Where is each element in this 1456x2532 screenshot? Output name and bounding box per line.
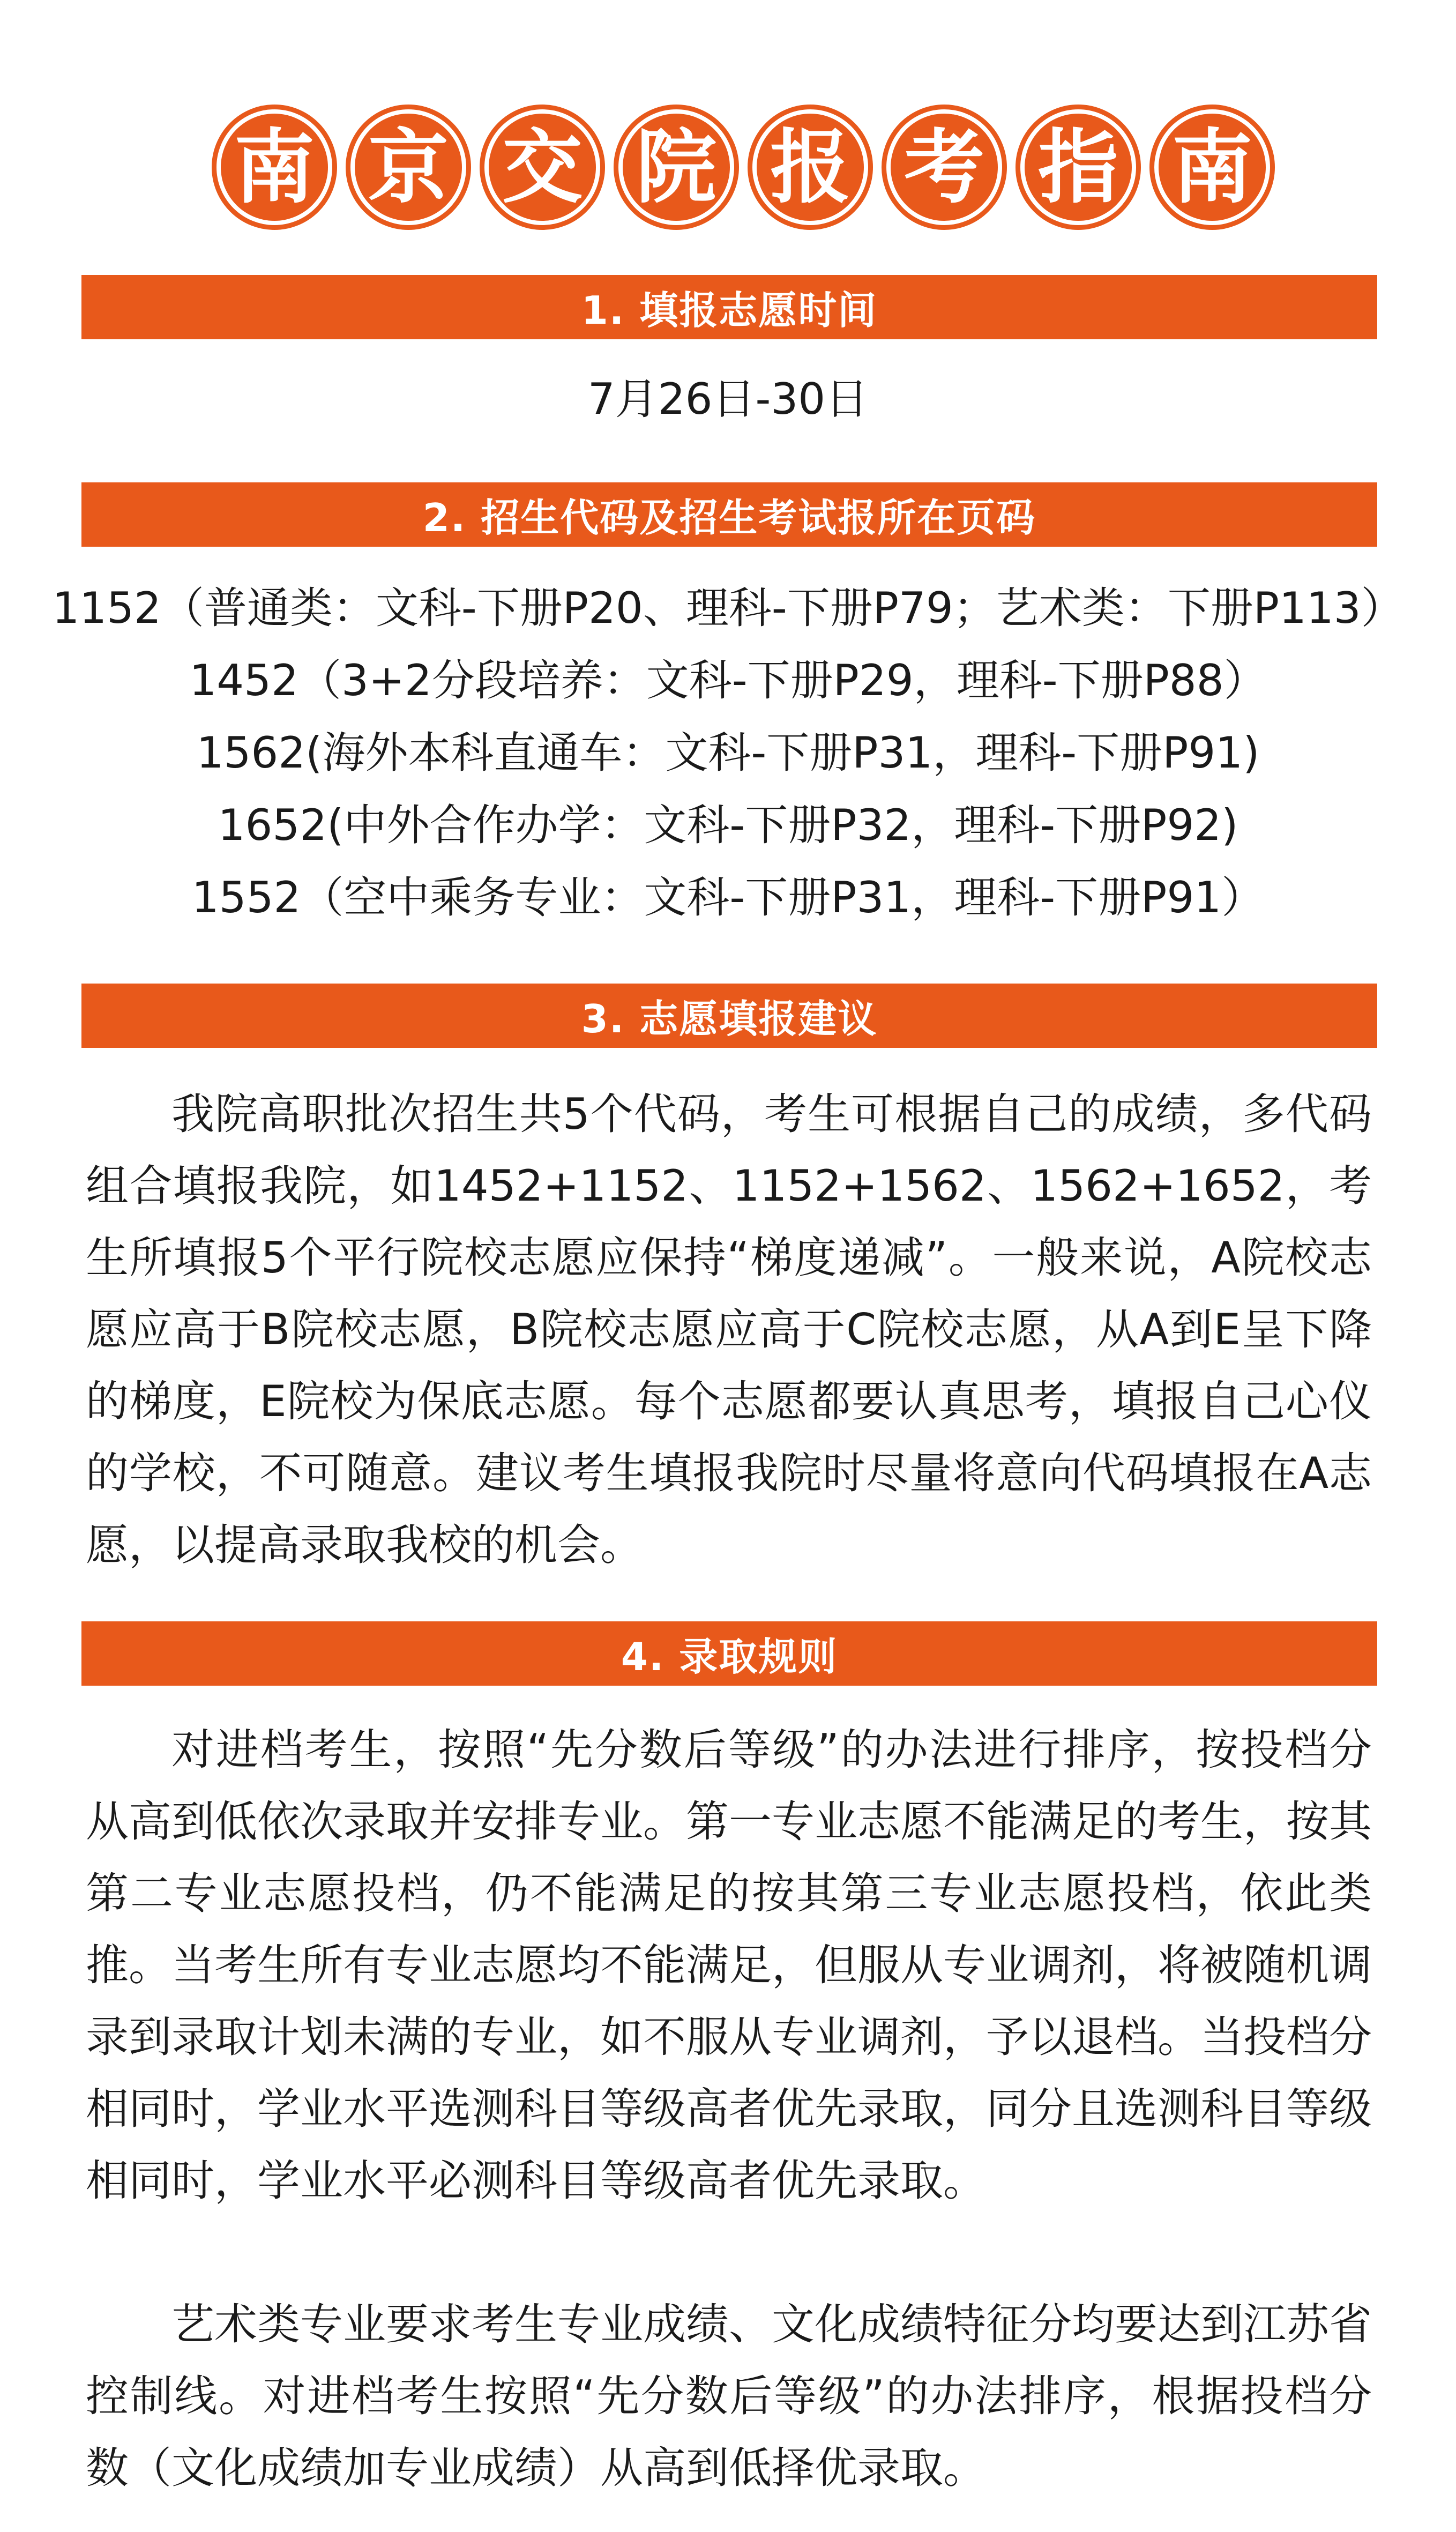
code-line: 1152（普通类：文科-下册P20、理科-下册P79；艺术类：下册P113） <box>52 583 1404 633</box>
title-badge <box>1016 105 1141 230</box>
title-char: 南 <box>1159 114 1266 221</box>
title-badge <box>614 105 739 230</box>
code-line: 1452（3+2分段培养：文科-下册P29，理科-下册P88） <box>189 656 1267 705</box>
title-badge <box>480 105 605 230</box>
title-badge <box>882 105 1007 230</box>
admission-rules-paragraph: 对进档考生，按照“先分数后等级”的办法进行排序，按投档分从高到低依次录取并安排专业。第一专业志愿不能满足的考生，按其第二专业志愿投档，仍不能满足的按其第三专业志愿投档，依此类推。当考生所有专业志愿均不能满足，但服从专业调剂，将被随机调录到录取计划未满的专业，如不服从专业调剂，予以退档。当投档分相同时，学业水平选测科目等级高者优先录取，同分且选测科目等级相同时，学业水平必测科目等级高者优先录取。 <box>86 1725 1372 2206</box>
title-char: 交 <box>489 114 596 221</box>
title-badge <box>212 105 337 230</box>
title-char: 南 <box>221 114 328 221</box>
code-line: 1552（空中乘务专业：文科-下册P31，理科-下册P91） <box>191 873 1265 922</box>
code-line: 1652(中外合作办学：文科-下册P32，理科-下册P92) <box>218 800 1238 850</box>
title-badge <box>1149 105 1275 230</box>
title-char: 指 <box>1025 114 1132 221</box>
section-3-heading: 3. 志愿填报建议 <box>81 984 1377 1048</box>
code-line: 1562(海外本科直通车：文科-下册P31，理科-下册P91) <box>196 728 1260 778</box>
title-badge <box>748 105 873 230</box>
section-4-heading: 4. 录取规则 <box>81 1621 1377 1686</box>
page-title <box>0 105 1456 239</box>
title-char: 报 <box>757 114 864 221</box>
advice-paragraph: 我院高职批次招生共5个代码，考生可根据自己的成绩，多代码组合填报我院，如1452+1152、1152+1562、1562+1652，考生所填报5个平行院校志愿应保持“梯度递减”。一般来说，A院校志愿应高于B院校志愿，B院校志愿应高于C院校志愿，从A到E呈下降的梯度，E院校为保底志愿。每个志愿都要认真思考，填报自己心仪的学校，不可随意。建议考生填报我院时尽量将意向代码填报在A志愿，以提高录取我校的机会。 <box>86 1089 1372 1570</box>
title-badge <box>346 105 471 230</box>
section-2-heading: 2. 招生代码及招生考试报所在页码 <box>81 482 1377 547</box>
title-char: 院 <box>623 114 730 221</box>
application-dates: 7月26日-30日 <box>587 374 869 424</box>
art-admission-paragraph: 艺术类专业要求考生专业成绩、文化成绩特征分均要达到江苏省控制线。对进档考生按照“先分数后等级”的办法排序，根据投档分数（文化成绩加专业成绩）从高到低择优录取。 <box>86 2299 1372 2493</box>
section-1-heading: 1. 填报志愿时间 <box>81 275 1377 339</box>
title-char: 考 <box>891 114 998 221</box>
title-char: 京 <box>355 114 462 221</box>
